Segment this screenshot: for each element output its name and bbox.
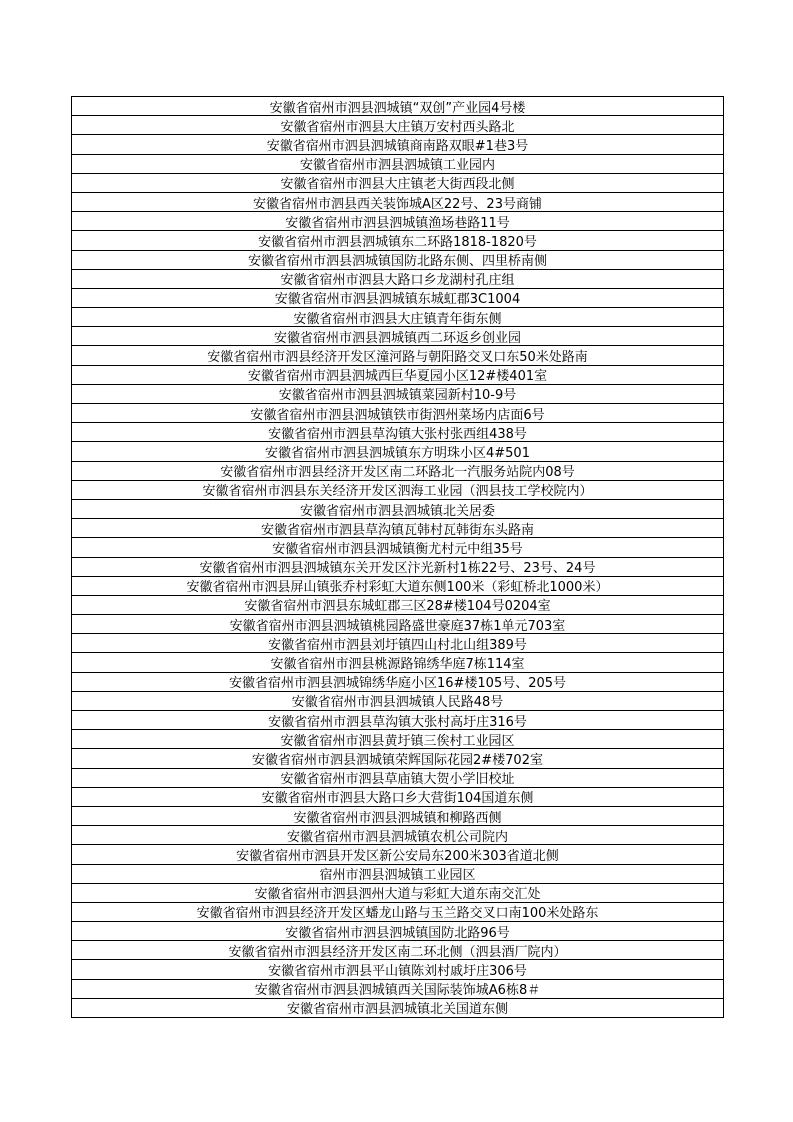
table-row <box>72 769 724 788</box>
table-row <box>72 673 724 692</box>
address-cell: 安徽省宿州市泗县平山镇陈刘村戚圩庄306号 <box>268 964 527 980</box>
table-row <box>72 270 724 289</box>
table-row <box>72 692 724 711</box>
table-row <box>72 155 724 174</box>
address-cell: 安徽省宿州市泗县大庄镇老大街西段北侧 <box>280 177 515 193</box>
table-row <box>72 999 724 1018</box>
address-cell: 安徽省宿州市泗县开发区新公安局东200米303省道北侧 <box>236 848 559 864</box>
address-cell: 安徽省宿州市泗县泗城镇荣辉国际花园2#楼702室 <box>252 752 543 768</box>
table-row <box>72 596 724 615</box>
address-cell: 安徽省宿州市泗县泗城镇国防北路96号 <box>285 925 510 941</box>
table-row <box>72 749 724 768</box>
table-row <box>72 135 724 154</box>
table-row <box>72 730 724 749</box>
address-cell: 安徽省宿州市泗县刘圩镇四山村北山组389号 <box>268 637 527 653</box>
address-cell: 安徽省宿州市泗县泗城镇东城虹郡3C1004 <box>274 292 521 308</box>
address-cell: 安徽省宿州市泗县泗城镇铁市街泗州菜场内店面6号 <box>250 407 545 423</box>
table-row <box>72 251 724 270</box>
address-cell: 安徽省宿州市泗县大路口乡龙湖村孔庄组 <box>280 273 515 289</box>
address-cell: 安徽省宿州市泗县草庙镇大贺小学旧校址 <box>280 772 515 788</box>
table-row <box>72 653 724 672</box>
table-row <box>72 577 724 596</box>
address-cell: 安徽省宿州市泗县泗城镇“双创”产业园4号楼 <box>269 100 526 116</box>
table-row <box>72 845 724 864</box>
address-cell: 安徽省宿州市泗县经济开发区蟠龙山路与玉兰路交叉口南100米处路东 <box>196 906 599 922</box>
address-cell: 安徽省宿州市泗县经济开发区南二环路北一汽服务站院内08号 <box>220 465 575 481</box>
table-row <box>72 807 724 826</box>
table-row <box>72 442 724 461</box>
address-cell: 安徽省宿州市泗县泗城镇菜园新村10-9号 <box>278 388 517 404</box>
table-row <box>72 97 724 116</box>
table-row <box>72 980 724 999</box>
table-row <box>72 346 724 365</box>
address-cell: 安徽省宿州市泗县大庄镇万安村西头路北 <box>280 119 515 135</box>
address-cell: 安徽省宿州市泗县泗城镇东关开发区汴光新村1栋22号、23号、24号 <box>199 561 596 577</box>
table-row <box>72 826 724 845</box>
address-cell: 安徽省宿州市泗县经济开发区潼河路与朝阳路交叉口东50米处路南 <box>207 350 588 366</box>
table-row <box>72 289 724 308</box>
address-cell: 安徽省宿州市泗县西关装饰城A区22号、23号商铺 <box>253 196 542 212</box>
table-row <box>72 481 724 500</box>
table-row <box>72 884 724 903</box>
address-cell: 安徽省宿州市泗县泗城镇农机公司院内 <box>286 829 508 845</box>
address-cell: 安徽省宿州市泗县泗城镇衡尤村元中组35号 <box>272 541 523 557</box>
address-cell: 安徽省宿州市泗县东关经济开发区泗海工业园（泗县技工学校院内） <box>202 484 593 500</box>
address-cell: 安徽省宿州市泗县泗城镇西二环返乡创业园 <box>273 330 521 346</box>
address-cell: 安徽省宿州市泗县桃源路锦绣华庭7栋114室 <box>270 657 525 673</box>
address-cell: 安徽省宿州市泗县泗城西巨华夏园小区12#楼401室 <box>247 369 548 385</box>
table-row <box>72 903 724 922</box>
table-row <box>72 634 724 653</box>
table-row <box>72 558 724 577</box>
table-row <box>72 519 724 538</box>
address-cell: 安徽省宿州市泗县泗城镇商南路双眼#1巷3号 <box>266 138 529 154</box>
address-cell: 安徽省宿州市泗县大庄镇青年街东侧 <box>293 311 502 327</box>
address-cell: 宿州市泗县泗城镇工业园区 <box>319 868 476 884</box>
table-row <box>72 788 724 807</box>
address-cell: 安徽省宿州市泗县泗城镇东二环路1818-1820号 <box>258 234 537 250</box>
address-table <box>71 96 724 1018</box>
table-row <box>72 231 724 250</box>
table-row <box>72 327 724 346</box>
address-cell: 安徽省宿州市泗县屏山镇张乔村彩虹大道东侧100米（彩虹桥北1000米） <box>186 580 609 596</box>
table-row <box>72 615 724 634</box>
address-cell: 安徽省宿州市泗县泗城镇北关国道东侧 <box>286 1002 508 1018</box>
table-row <box>72 174 724 193</box>
address-cell: 安徽省宿州市泗县泗城镇工业园内 <box>299 158 495 174</box>
address-cell: 安徽省宿州市泗县泗城镇国防北路东侧、四里桥南侧 <box>247 254 547 270</box>
address-cell: 安徽省宿州市泗县泗城镇桃园路盛世豪庭37栋1单元703室 <box>229 618 566 634</box>
address-cell: 安徽省宿州市泗县泗城镇东方明珠小区4#501 <box>265 445 530 461</box>
address-cell: 安徽省宿州市泗县黄圩镇三俟村工业园区 <box>280 733 515 749</box>
table-row <box>72 960 724 979</box>
address-cell: 安徽省宿州市泗县草沟镇大张村张西组438号 <box>268 426 527 442</box>
table-row <box>72 366 724 385</box>
table-row <box>72 941 724 960</box>
table-row <box>72 500 724 519</box>
table-row <box>72 212 724 231</box>
address-cell: 安徽省宿州市泗县泗州大道与彩虹大道东南交汇处 <box>254 887 541 903</box>
address-cell: 安徽省宿州市泗县草沟镇大张村高圩庄316号 <box>268 714 527 730</box>
address-cell: 安徽省宿州市泗县泗城锦绣华庭小区16#楼105号、205号 <box>228 676 567 692</box>
address-cell: 安徽省宿州市泗县东城虹郡三区28#楼104号0204室 <box>244 599 551 615</box>
address-cell: 安徽省宿州市泗县大路口乡大营街104国道东侧 <box>261 791 534 807</box>
table-row <box>72 462 724 481</box>
address-cell: 安徽省宿州市泗县泗城镇西关国际装饰城A6栋8＃ <box>254 983 541 999</box>
table-row <box>72 423 724 442</box>
table-row <box>72 538 724 557</box>
table-row <box>72 922 724 941</box>
address-cell: 安徽省宿州市泗县泗城镇人民路48号 <box>291 695 504 711</box>
address-cell: 安徽省宿州市泗县草沟镇瓦韩村瓦韩街东头路南 <box>260 522 534 538</box>
address-cell: 安徽省宿州市泗县泗城镇渔场巷路11号 <box>285 215 510 231</box>
table-row <box>72 865 724 884</box>
table-row <box>72 308 724 327</box>
table-row <box>72 404 724 423</box>
table-row <box>72 193 724 212</box>
table-row <box>72 385 724 404</box>
address-cell: 安徽省宿州市泗县经济开发区南二环北侧（泗县酒厂院内） <box>228 944 567 960</box>
table-row <box>72 116 724 135</box>
address-cell: 安徽省宿州市泗县泗城镇北关居委 <box>299 503 495 519</box>
table-row <box>72 711 724 730</box>
address-cell: 安徽省宿州市泗县泗城镇和柳路西侧 <box>293 810 502 826</box>
